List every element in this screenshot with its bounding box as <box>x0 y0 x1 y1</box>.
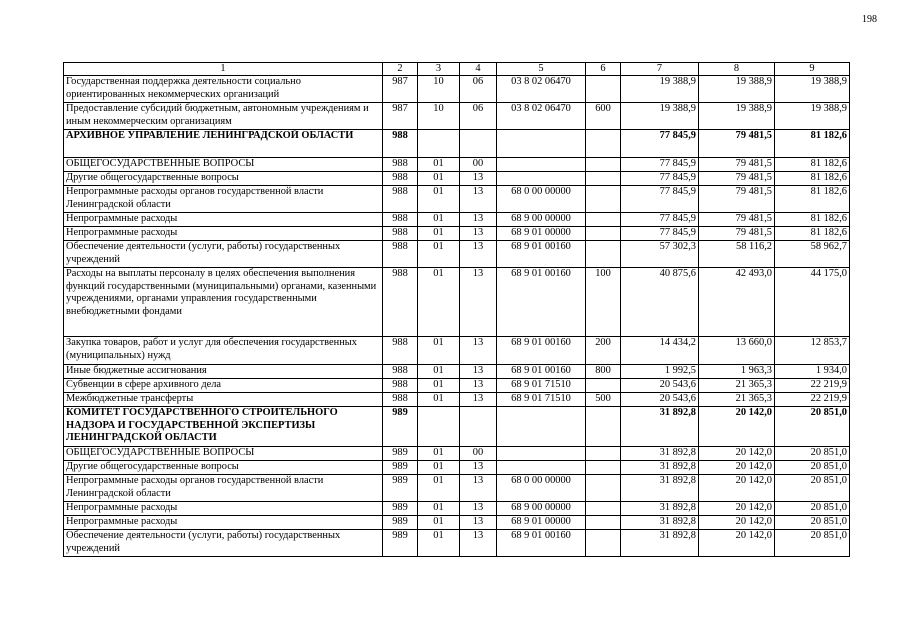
expense-type-code-cell <box>586 447 621 461</box>
target-article-code-cell: 68 9 01 00160 <box>497 530 586 557</box>
amount-col8-cell: 79 481,5 <box>699 172 775 186</box>
amount-col9-cell: 81 182,6 <box>775 158 850 172</box>
expense-type-code-cell <box>586 76 621 103</box>
amount-col8-cell: 20 142,0 <box>699 475 775 502</box>
target-article-code-cell <box>497 407 586 447</box>
amount-col9-cell: 20 851,0 <box>775 447 850 461</box>
amount-col7-cell: 14 434,2 <box>621 337 699 365</box>
column-header: 7 <box>621 63 699 76</box>
section-code-cell: 01 <box>418 447 460 461</box>
section-code-cell: 01 <box>418 365 460 379</box>
section-code-cell: 10 <box>418 103 460 130</box>
section-code-cell: 01 <box>418 530 460 557</box>
subsection-code-cell <box>460 407 497 447</box>
column-header: 9 <box>775 63 850 76</box>
ministry-code-cell: 988 <box>383 379 418 393</box>
target-article-code-cell: 68 9 01 00000 <box>497 227 586 241</box>
subsection-code-cell: 06 <box>460 103 497 130</box>
expense-type-code-cell <box>586 172 621 186</box>
table-row <box>64 393 850 407</box>
section-code-cell: 01 <box>418 241 460 268</box>
section-code-cell: 01 <box>418 186 460 213</box>
table-row <box>64 475 850 502</box>
amount-col8-cell: 20 142,0 <box>699 407 775 447</box>
amount-col7-cell: 77 845,9 <box>621 186 699 213</box>
section-code-cell: 01 <box>418 337 460 365</box>
subsection-code-cell: 13 <box>460 213 497 227</box>
amount-col7-cell: 31 892,8 <box>621 502 699 516</box>
amount-col8-cell: 20 142,0 <box>699 502 775 516</box>
row-name-cell: Непрограммные расходы органов государственной власти Ленинградской области <box>64 186 383 213</box>
amount-col7-cell: 31 892,8 <box>621 461 699 475</box>
subsection-code-cell: 06 <box>460 76 497 103</box>
ministry-code-cell: 987 <box>383 76 418 103</box>
target-article-code-cell: 68 9 00 00000 <box>497 213 586 227</box>
expense-type-code-cell <box>586 130 621 158</box>
amount-col8-cell: 20 142,0 <box>699 447 775 461</box>
expense-type-code-cell <box>586 379 621 393</box>
expense-type-code-cell <box>586 530 621 557</box>
ministry-code-cell: 988 <box>383 158 418 172</box>
section-code-cell: 01 <box>418 268 460 337</box>
subsection-code-cell: 13 <box>460 268 497 337</box>
amount-col7-cell: 19 388,9 <box>621 103 699 130</box>
target-article-code-cell: 68 9 01 00160 <box>497 365 586 379</box>
row-name-cell: Другие общегосударственные вопросы <box>64 172 383 186</box>
amount-col7-cell: 77 845,9 <box>621 158 699 172</box>
row-name-cell: Расходы на выплаты персоналу в целях обеспечения выполнения функций государственными (муниципальными) органами, казенными учреждениями, органами управления государственными внебюджетными фондами <box>64 268 383 337</box>
target-article-code-cell <box>497 158 586 172</box>
target-article-code-cell <box>497 447 586 461</box>
amount-col7-cell: 31 892,8 <box>621 516 699 530</box>
target-article-code-cell <box>497 461 586 475</box>
column-header: 5 <box>497 63 586 76</box>
amount-col8-cell: 79 481,5 <box>699 227 775 241</box>
amount-col9-cell: 81 182,6 <box>775 130 850 158</box>
expense-type-code-cell: 500 <box>586 393 621 407</box>
expense-type-code-cell <box>586 407 621 447</box>
amount-col8-cell: 42 493,0 <box>699 268 775 337</box>
expense-type-code-cell: 600 <box>586 103 621 130</box>
amount-col8-cell: 21 365,3 <box>699 379 775 393</box>
ministry-code-cell: 988 <box>383 186 418 213</box>
section-code-cell: 01 <box>418 502 460 516</box>
ministry-code-cell: 988 <box>383 172 418 186</box>
amount-col9-cell: 20 851,0 <box>775 475 850 502</box>
amount-col7-cell: 77 845,9 <box>621 130 699 158</box>
subsection-code-cell: 13 <box>460 337 497 365</box>
subsection-code-cell: 13 <box>460 516 497 530</box>
amount-col7-cell: 77 845,9 <box>621 172 699 186</box>
expense-type-code-cell <box>586 241 621 268</box>
target-article-code-cell: 68 0 00 00000 <box>497 475 586 502</box>
ministry-code-cell: 989 <box>383 530 418 557</box>
amount-col7-cell: 19 388,9 <box>621 76 699 103</box>
expense-type-code-cell <box>586 158 621 172</box>
amount-col9-cell: 20 851,0 <box>775 407 850 447</box>
table-row <box>64 365 850 379</box>
target-article-code-cell: 68 9 01 00160 <box>497 241 586 268</box>
expense-type-code-cell: 200 <box>586 337 621 365</box>
amount-col7-cell: 31 892,8 <box>621 475 699 502</box>
table-row <box>64 268 850 337</box>
amount-col7-cell: 77 845,9 <box>621 213 699 227</box>
table-row <box>64 241 850 268</box>
amount-col7-cell: 31 892,8 <box>621 530 699 557</box>
amount-col8-cell: 79 481,5 <box>699 186 775 213</box>
expense-type-code-cell: 800 <box>586 365 621 379</box>
table-row <box>64 461 850 475</box>
column-header: 1 <box>64 63 383 76</box>
table-row <box>64 172 850 186</box>
row-name-cell: Обеспечение деятельности (услуги, работы) государственных учреждений <box>64 530 383 557</box>
subsection-code-cell: 13 <box>460 461 497 475</box>
table-row <box>64 213 850 227</box>
ministry-code-cell: 988 <box>383 130 418 158</box>
expense-type-code-cell <box>586 502 621 516</box>
row-name-cell: ОБЩЕГОСУДАРСТВЕННЫЕ ВОПРОСЫ <box>64 158 383 172</box>
subsection-code-cell: 13 <box>460 530 497 557</box>
table-row <box>64 76 850 103</box>
amount-col8-cell: 79 481,5 <box>699 130 775 158</box>
ministry-code-cell: 987 <box>383 103 418 130</box>
budget-table <box>63 62 850 557</box>
section-code-cell: 01 <box>418 379 460 393</box>
expense-type-code-cell <box>586 475 621 502</box>
row-name-cell: Межбюджетные трансферты <box>64 393 383 407</box>
target-article-code-cell: 68 0 00 00000 <box>497 186 586 213</box>
ministry-code-cell: 988 <box>383 365 418 379</box>
amount-col8-cell: 13 660,0 <box>699 337 775 365</box>
row-name-cell: Иные бюджетные ассигнования <box>64 365 383 379</box>
amount-col9-cell: 1 934,0 <box>775 365 850 379</box>
table-row <box>64 158 850 172</box>
amount-col8-cell: 79 481,5 <box>699 158 775 172</box>
table-row <box>64 516 850 530</box>
subsection-code-cell: 00 <box>460 158 497 172</box>
amount-col7-cell: 1 992,5 <box>621 365 699 379</box>
section-code-cell: 01 <box>418 172 460 186</box>
amount-col9-cell: 81 182,6 <box>775 213 850 227</box>
expense-type-code-cell <box>586 461 621 475</box>
ministry-code-cell: 989 <box>383 475 418 502</box>
expense-type-code-cell <box>586 227 621 241</box>
amount-col7-cell: 77 845,9 <box>621 227 699 241</box>
ministry-code-cell: 989 <box>383 516 418 530</box>
subsection-code-cell: 13 <box>460 241 497 268</box>
row-name-cell: Обеспечение деятельности (услуги, работы) государственных учреждений <box>64 241 383 268</box>
target-article-code-cell: 68 9 01 71510 <box>497 379 586 393</box>
ministry-code-cell: 988 <box>383 337 418 365</box>
row-name-cell: Непрограммные расходы <box>64 502 383 516</box>
amount-col7-cell: 57 302,3 <box>621 241 699 268</box>
section-code-cell: 01 <box>418 516 460 530</box>
row-name-cell: Предоставление субсидий бюджетным, автономным учреждениям и иным некоммерческим организациям <box>64 103 383 130</box>
target-article-code-cell: 68 9 01 00160 <box>497 268 586 337</box>
column-header: 2 <box>383 63 418 76</box>
target-article-code-cell <box>497 172 586 186</box>
subsection-code-cell: 13 <box>460 502 497 516</box>
subsection-code-cell: 13 <box>460 475 497 502</box>
amount-col9-cell: 20 851,0 <box>775 502 850 516</box>
table-row <box>64 227 850 241</box>
section-code-cell: 01 <box>418 393 460 407</box>
table-header-row <box>64 63 850 76</box>
amount-col9-cell: 20 851,0 <box>775 516 850 530</box>
amount-col9-cell: 44 175,0 <box>775 268 850 337</box>
amount-col8-cell: 79 481,5 <box>699 213 775 227</box>
amount-col7-cell: 20 543,6 <box>621 379 699 393</box>
target-article-code-cell: 68 9 00 00000 <box>497 502 586 516</box>
subsection-code-cell: 13 <box>460 365 497 379</box>
target-article-code-cell: 68 9 01 71510 <box>497 393 586 407</box>
table-row <box>64 186 850 213</box>
ministry-code-cell: 988 <box>383 213 418 227</box>
amount-col8-cell: 20 142,0 <box>699 516 775 530</box>
ministry-code-cell: 988 <box>383 227 418 241</box>
row-name-cell: Государственная поддержка деятельности социально ориентированных некоммерческих организаций <box>64 76 383 103</box>
target-article-code-cell: 03 8 02 06470 <box>497 103 586 130</box>
target-article-code-cell: 68 9 01 00000 <box>497 516 586 530</box>
section-code-cell: 01 <box>418 461 460 475</box>
table-row <box>64 407 850 447</box>
amount-col8-cell: 19 388,9 <box>699 76 775 103</box>
amount-col9-cell: 81 182,6 <box>775 172 850 186</box>
ministry-code-cell: 989 <box>383 502 418 516</box>
row-name-cell: Непрограммные расходы <box>64 516 383 530</box>
section-code-cell <box>418 130 460 158</box>
amount-col9-cell: 81 182,6 <box>775 186 850 213</box>
subsection-code-cell: 13 <box>460 227 497 241</box>
row-name-cell: Непрограммные расходы органов государственной власти Ленинградской области <box>64 475 383 502</box>
table-row <box>64 447 850 461</box>
section-code-cell: 01 <box>418 227 460 241</box>
table-row <box>64 379 850 393</box>
amount-col9-cell: 81 182,6 <box>775 227 850 241</box>
target-article-code-cell: 68 9 01 00160 <box>497 337 586 365</box>
amount-col7-cell: 40 875,6 <box>621 268 699 337</box>
amount-col7-cell: 31 892,8 <box>621 447 699 461</box>
amount-col8-cell: 20 142,0 <box>699 461 775 475</box>
amount-col8-cell: 58 116,2 <box>699 241 775 268</box>
amount-col9-cell: 22 219,9 <box>775 393 850 407</box>
row-name-cell: Другие общегосударственные вопросы <box>64 461 383 475</box>
row-name-cell: Непрограммные расходы <box>64 213 383 227</box>
amount-col7-cell: 20 543,6 <box>621 393 699 407</box>
section-code-cell <box>418 407 460 447</box>
amount-col9-cell: 22 219,9 <box>775 379 850 393</box>
ministry-code-cell: 988 <box>383 393 418 407</box>
table-row <box>64 337 850 365</box>
amount-col9-cell: 19 388,9 <box>775 76 850 103</box>
amount-col7-cell: 31 892,8 <box>621 407 699 447</box>
amount-col9-cell: 19 388,9 <box>775 103 850 130</box>
column-header: 8 <box>699 63 775 76</box>
target-article-code-cell: 03 8 02 06470 <box>497 76 586 103</box>
ministry-code-cell: 989 <box>383 407 418 447</box>
amount-col9-cell: 20 851,0 <box>775 530 850 557</box>
table-row <box>64 502 850 516</box>
table-row <box>64 103 850 130</box>
amount-col9-cell: 12 853,7 <box>775 337 850 365</box>
subsection-code-cell: 13 <box>460 379 497 393</box>
row-name-cell: КОМИТЕТ ГОСУДАРСТВЕННОГО СТРОИТЕЛЬНОГО НАДЗОРА И ГОСУДАРСТВЕННОЙ ЭКСПЕРТИЗЫ ЛЕНИНГРАДСКОЙ ОБЛАСТИ <box>64 407 383 447</box>
section-code-cell: 01 <box>418 475 460 502</box>
row-name-cell: АРХИВНОЕ УПРАВЛЕНИЕ ЛЕНИНГРАДСКОЙ ОБЛАСТИ <box>64 130 383 158</box>
expense-type-code-cell <box>586 186 621 213</box>
expense-type-code-cell <box>586 213 621 227</box>
column-header: 6 <box>586 63 621 76</box>
subsection-code-cell: 00 <box>460 447 497 461</box>
subsection-code-cell <box>460 130 497 158</box>
subsection-code-cell: 13 <box>460 186 497 213</box>
ministry-code-cell: 989 <box>383 461 418 475</box>
section-code-cell: 01 <box>418 213 460 227</box>
subsection-code-cell: 13 <box>460 172 497 186</box>
row-name-cell: ОБЩЕГОСУДАРСТВЕННЫЕ ВОПРОСЫ <box>64 447 383 461</box>
subsection-code-cell: 13 <box>460 393 497 407</box>
page-number: 198 <box>862 14 877 25</box>
expense-type-code-cell <box>586 516 621 530</box>
row-name-cell: Непрограммные расходы <box>64 227 383 241</box>
ministry-code-cell: 988 <box>383 268 418 337</box>
amount-col8-cell: 21 365,3 <box>699 393 775 407</box>
ministry-code-cell: 989 <box>383 447 418 461</box>
amount-col8-cell: 1 963,3 <box>699 365 775 379</box>
amount-col9-cell: 20 851,0 <box>775 461 850 475</box>
expense-type-code-cell: 100 <box>586 268 621 337</box>
table-row <box>64 530 850 557</box>
section-code-cell: 01 <box>418 158 460 172</box>
amount-col8-cell: 19 388,9 <box>699 103 775 130</box>
row-name-cell: Закупка товаров, работ и услуг для обеспечения государственных (муниципальных) нужд <box>64 337 383 365</box>
row-name-cell: Субвенции в сфере архивного дела <box>64 379 383 393</box>
table-row <box>64 130 850 158</box>
ministry-code-cell: 988 <box>383 241 418 268</box>
column-header: 4 <box>460 63 497 76</box>
column-header: 3 <box>418 63 460 76</box>
target-article-code-cell <box>497 130 586 158</box>
amount-col9-cell: 58 962,7 <box>775 241 850 268</box>
amount-col8-cell: 20 142,0 <box>699 530 775 557</box>
section-code-cell: 10 <box>418 76 460 103</box>
